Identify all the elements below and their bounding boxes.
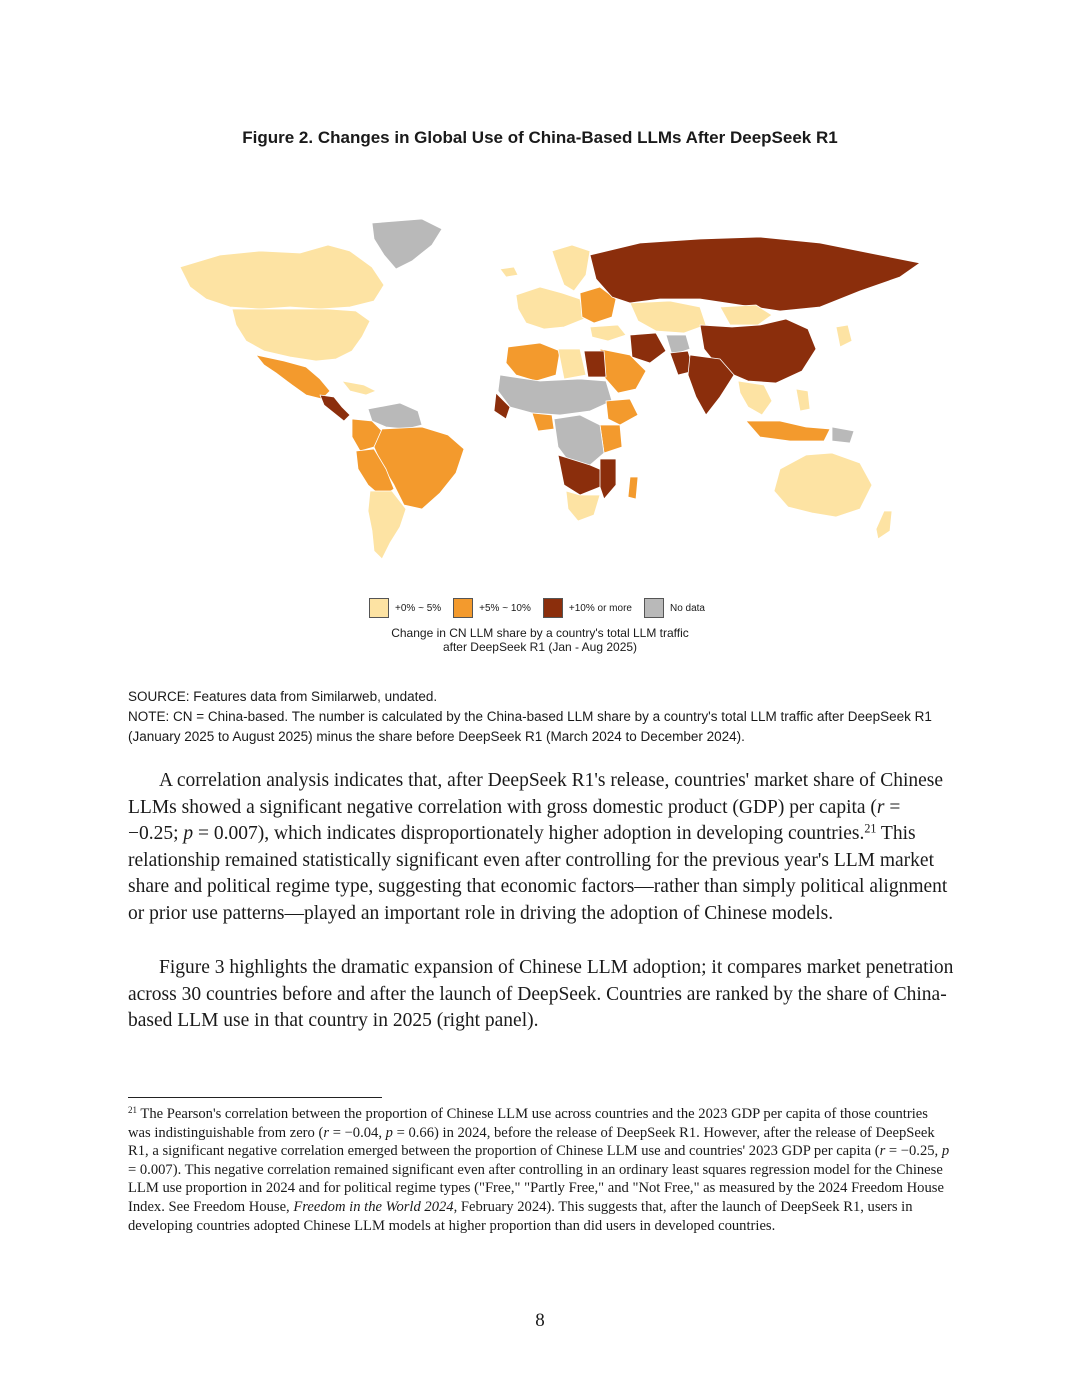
region-argentina-chile [368,491,406,559]
figure-source-note [128,687,958,747]
region-papua [832,427,854,443]
legend-label-mid: +5% ~ 10% [479,602,531,614]
region-central-america [320,395,350,421]
fn-var-p2: p [941,1143,950,1160]
map-legend [0,598,1080,618]
legend-caption [0,626,1080,654]
legend-label-nodata: No data [669,602,705,614]
region-indonesia [746,421,830,441]
legend-item-high [543,598,638,618]
source-line: SOURCE: Features data from Similarweb, undated. [128,689,438,704]
region-iran [630,333,666,363]
legend-caption-line1: Change in CN LLM share by a country's total LLM traffic [391,626,689,640]
body-paragraph-1 [128,768,954,928]
footnote-ref-21[interactable]: 21 [864,821,877,836]
footnote-21 [128,1105,954,1235]
legend-caption-line2: after DeepSeek R1 (Jan - Aug 2025) [442,640,638,654]
region-japan [836,325,852,347]
figure-title: Figure 2. Changes in Global Use of China-Based LLMs After DeepSeek R1 [242,128,838,147]
region-indochina [738,381,772,415]
region-south-africa [566,491,600,521]
region-canada [180,245,384,309]
region-sahel [498,375,612,415]
fn-cited-title: Freedom in the World 2024 [293,1198,454,1215]
world-map [160,215,930,560]
note-line: NOTE: CN = China-based. The number is calculated by the China-based LLM share by a country's total LLM traffic after DeepSeek R1 (January 2025 to August 2025) minus the share before DeepSeek R1 (March 2024 to December 2024). [128,709,932,744]
region-madagascar [628,477,638,499]
para1-var-p: p [183,823,194,845]
para1-text-c: = 0.007), which indicates disproportionately higher adoption in developing countries. [193,823,865,845]
para1-text-d: This relationship remained statistically significant even after controlling for the previous year's LLM market share and political regime type, suggesting that economic factors—rather than simply political alignment or prior use patterns—played an important role in driving the adoption of Chinese models. [128,823,948,924]
legend-item-low [369,598,447,618]
region-usa [232,309,370,361]
body-paragraph-2: Figure 3 highlights the dramatic expansion of Chinese LLM adoption; it compares market penetration across 30 countries before and after the launch of DeepSeek. Countries are ranked by the share of China-based LLM use in that country in 2025 (right panel). [128,957,954,1032]
region-australia [774,453,872,517]
fn-text-d: = −0.25, [885,1143,942,1160]
legend-swatch-mid [453,598,473,618]
region-russia [590,237,920,311]
region-libya [558,349,586,379]
legend-swatch-nodata [644,598,664,618]
fn-text-f: , February 2024). This suggests that, after the launch of DeepSeek R1, users in developing countries adopted Chinese LLM models at higher proportion than did users in developed countries. [128,1198,913,1234]
fn-text-a: The Pearson's correlation between the proportion of Chinese LLM use across countries and the 2023 GDP per capita of those countries was indistinguishable from zero ( [128,1106,928,1141]
region-mexico [256,355,330,399]
para1-text-b: = −0.25; [128,796,901,845]
region-philippines [796,389,810,411]
legend-swatch-high [543,598,563,618]
region-morocco-algeria [506,343,560,381]
region-western-europe [516,287,584,329]
footnote-number: 21 [128,1105,138,1116]
region-nigeria [532,413,554,431]
world-map-svg [160,215,930,560]
legend-swatch-low [369,598,389,618]
fn-var-p1: p [385,1124,393,1141]
legend-item-mid [453,598,537,618]
region-scandinavia [552,245,590,291]
region-new-zealand [876,511,892,539]
para1-text-a: A correlation analysis indicates that, after DeepSeek R1's release, countries' market share of Chinese LLMs showed a significant negative correlation with gross domestic product (GDP) per capita ( [128,770,944,818]
para1-var-r: r [876,796,885,818]
page-number: 8 [535,1310,545,1331]
fn-var-r1: r [323,1124,330,1141]
region-central-asia [630,301,706,333]
region-iceland [500,267,518,277]
fn-text-b: = −0.04, [329,1124,386,1141]
region-turkey [590,325,626,341]
legend-item-nodata [644,598,711,618]
region-egypt [584,351,606,377]
fn-var-r2: r [879,1143,886,1160]
legend-label-low: +0% ~ 5% [395,602,442,614]
legend-label-high: +10% or more [568,602,632,614]
region-greenland [372,219,442,269]
footnote-divider [128,1097,382,1098]
fn-text-c: = 0.66) in 2024, before the release of DeepSeek R1. However, after the release of DeepSeek R1, a significant negative correlation emerged between the proportion of Chinese LLM use and countries' 2023 GDP per capita ( [128,1124,935,1160]
region-ethiopia [606,399,638,425]
region-caribbean [342,381,376,395]
region-mozambique [600,459,616,499]
fn-text-e: = 0.007). This negative correlation remained significant even after controlling in an ordinary least squares regression model for the Chinese LLM use proportion in 2024 and for political regime types ("Free," "Partly Free," and "Not Free," as measured by the 2024 Freedom House Index. See Freedom House, [128,1161,944,1215]
